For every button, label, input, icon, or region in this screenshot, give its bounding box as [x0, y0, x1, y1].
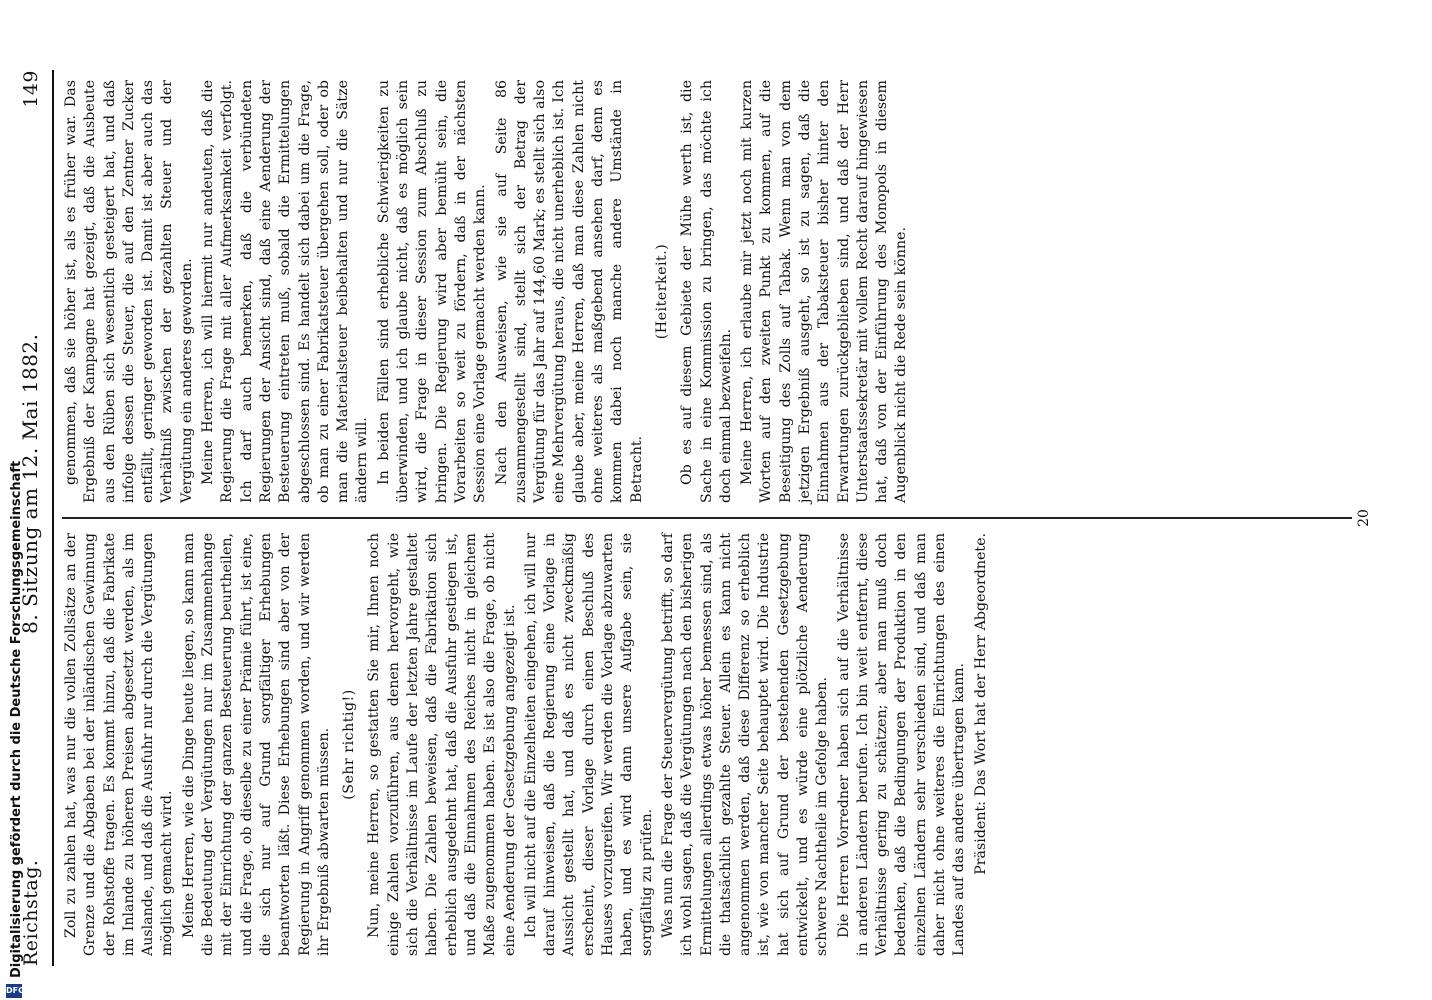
paragraph: Zoll zu zahlen hat, was nur die vollen Zollsätze an der Grenze und die Abgaben bei der inländischen Gewinnung der Rohstoffe tragen. Es kommt hinzu, daß die Fabrikate im Inlande zu höheren Preisen abgesetzt werden, als im Auslande, und daß die Ausfuhr nur durch die Vergütungen möglich gemacht wird. [63, 533, 176, 956]
column-divider [62, 517, 1352, 519]
paragraph: Meine Herren, ich erlaube mir jetzt noch mit kurzen Worten auf den zweiten Punkt zu kommen, auf die Beseitigung des Zolls auf Tabak. Wenn man von dem jetzigen Ergebniß ausgeht, so ist zu sagen, daß die Einnahmen aus der Tabaksteuer bisher hinter den Erwartungen zurückgeblieben sind, und daß der Herr Unterstaatssekretär mit vollem Recht darauf hingewiesen hat, daß von der Einführung des Monopols in diesem Augenblick nicht die Rede sein könne. [739, 80, 910, 503]
funding-sidebar [2, 0, 26, 1000]
speaker-line: Präsident: Das Wort hat der Herr Abgeordnete. [972, 533, 989, 875]
left-column [62, 523, 1352, 966]
header-center: 8. Sitzung am 12. Mai 1882. [18, 333, 42, 634]
paragraph: Ob es auf diesem Gebiete der Mühe werth ist, die Sache in eine Kommission zu bringen, das möchte ich doch einmal bezweifeln. [679, 80, 734, 503]
paragraph: genommen, daß sie höher ist, als es früher war. Das Ergebniß der Kampagne hat gezeigt, daß die Ausbeute aus den Rüben sich wesentlich gesteigert hat, und daß infolge dessen die Steuer, die auf den Zentner Zucker entfällt, geringer geworden ist. Damit ist aber auch das Verhältniß zwischen der gezahlten Steuer und der Vergütung ein anderes geworden. [63, 80, 195, 503]
footer-page-marker: 20 [1356, 509, 1372, 527]
paragraph: Ich will nicht auf die Einzelheiten eingehen, ich will nur darauf hinweisen, daß die Regierung eine Vorlage in Aussicht gestellt hat, und daß es nicht zweckmäßig erscheint, dieser Vorlage durch einen Beschluß des Hauses vorzugreifen. Wir werden die Vorlage abzuwarten haben, und es wird dann unsere Aufgabe sein, sie sorgfältig zu prüfen. [522, 533, 655, 956]
paragraph: Was nun die Frage der Steuervergütung betrifft, so darf ich wohl sagen, daß die Vergütungen nach den bisherigen Ermittelungen allerdings etwas höher bemessen sind, als die thatsächlich gezahlte Steuer. Allein es kann nicht angenommen werden, daß diese Differenz so erheblich ist, wie von mancher Seite behauptet wird. Die Industrie hat sich auf Grund der bestehenden Gesetzgebung entwickelt, und es würde eine plötzliche Aenderung schwere Nachtheile im Gefolge haben. [659, 533, 831, 956]
page-number: 149 [20, 70, 42, 108]
paragraph: Die Herren Vorredner haben sich auf die Verhältnisse in anderen Ländern berufen. Ich bin weit entfernt, diese Verhältnisse gering zu schätzen; aber man muß doch bedenken, daß die Bedingungen der Produktion in den einzelnen Ländern sehr verschieden sind, und daß man daher nicht ohne weiteres die Einrichtungen des einen Landes auf das andere übertragen kann. [835, 533, 968, 956]
paragraph: Nun, meine Herren, so gestatten Sie mir, Ihnen noch einige Zahlen vorzuführen, aus denen hervorgeht, wie sich die Verhältnisse im Laufe der letzten Jahre gestaltet haben. Die Zahlen beweisen, daß die Fabrikation sich erheblich ausgedehnt hat, daß die Ausfuhr gestiegen ist, und daß die Einnahmen des Reiches nicht in gleichem Maße zugenommen haben. Es ist also die Frage, ob nicht eine Aenderung der Gesetzgebung angezeigt ist. [366, 533, 518, 956]
right-column [62, 70, 1352, 513]
text-columns [62, 70, 1352, 966]
paragraph: Meine Herren, wie die Dinge heute liegen, so kann man die Bedeutung der Vergütungen nur im Zusammenhange mit der Einrichtung der ganzen Besteuerung beurtheilen, und die Frage, ob dieselbe zu einer Prämie führt, ist eine, die sich nur auf Grund sorgfältiger Erhebungen beantworten läßt. Diese Erhebungen sind aber von der Regierung in Angriff genommen worden, und wir werden ihr Ergebniß abwarten müssen. [180, 533, 332, 956]
header-left: Reichstag. [20, 859, 42, 966]
paragraph: Meine Herren, ich will hiermit nur andeuten, daß die Regierung die Frage mit aller Aufmerksamkeit verfolgt. Ich darf auch bemerken, daß die verbündeten Regierungen der Ansicht sind, daß eine Aenderung der Besteuerung eintreten muß, sobald die Ermittelungen abgeschlossen sind. Es handelt sich dabei um die Frage, ob man zu einer Fabrikatsteuer übergehen soll, oder ob man die Materialsteuer beibehalten und nur die Sätze ändern will. [200, 80, 371, 503]
dfg-logo-icon: DFG [6, 984, 22, 998]
stage-note: (Heiterkeit.) [653, 243, 670, 340]
paragraph: Nach den Ausweisen, wie sie auf Seite 86 zusammengestellt sind, stellt sich der Betrag der Vergütung für das Jahr auf 144,60 Mark; es stellt sich also eine Mehrvergütung heraus, die nicht unerheblich ist. Ich glaube aber, meine Herren, daß man diese Zahlen nicht ohne weiteres als maßgebend ansehen darf, denn es kommen dabei noch manche andere Umstände in Betracht. [493, 80, 645, 503]
funding-note: Digitalisierung gefördert durch die Deutsche Forschungsgemeinschaft [9, 460, 24, 978]
stage-note: (Sehr richtig!) [341, 689, 358, 800]
paragraph: In beiden Fällen sind erhebliche Schwierigkeiten zu überwinden, und ich glaube nicht, daß es möglich sein wird, die Frage in dieser Session zum Abschluß zu bringen. Die Regierung wird aber bemüht sein, die Vorarbeiten so weit zu fördern, daß in der nächsten Session eine Vorlage gemacht werden kann. [375, 80, 489, 503]
